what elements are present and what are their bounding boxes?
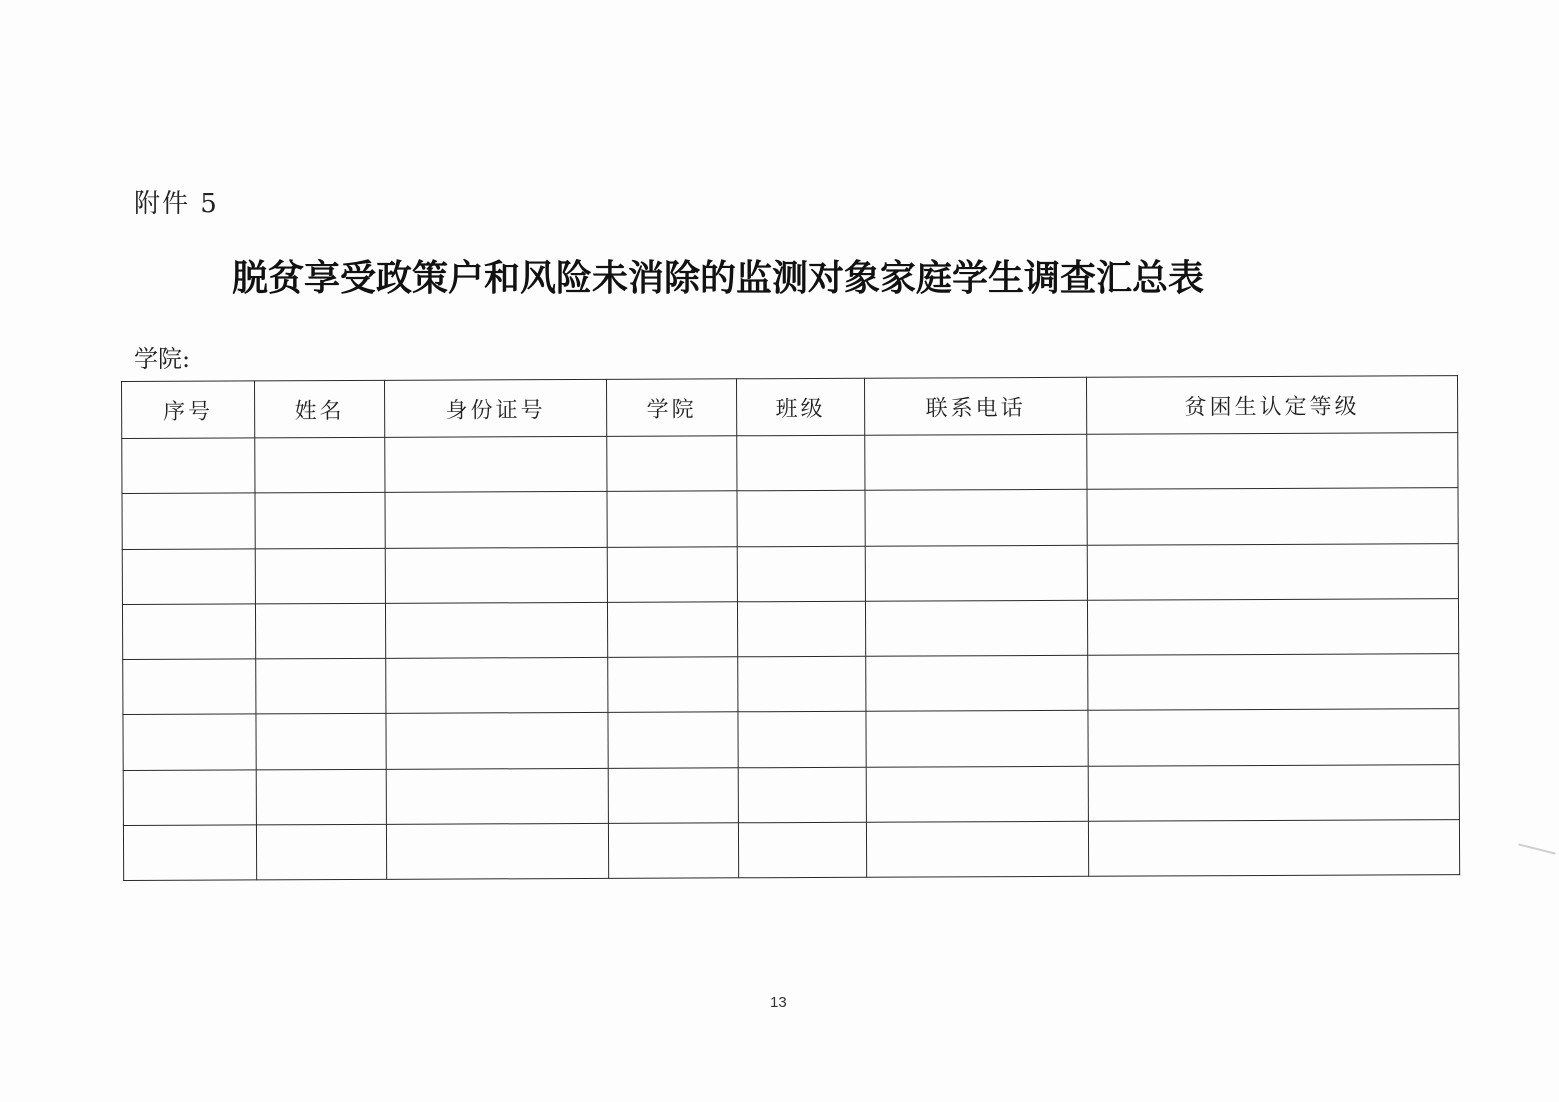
column-header-college: 学院: [606, 379, 736, 437]
table-cell[interactable]: [608, 823, 738, 879]
table-cell[interactable]: [866, 655, 1088, 711]
summary-table: [121, 375, 1460, 881]
table-row: [123, 764, 1459, 825]
table-row: [123, 819, 1459, 880]
table-cell[interactable]: [608, 767, 738, 823]
table-cell[interactable]: [607, 436, 737, 492]
attachment-label: 附件 5: [134, 189, 219, 219]
table-cell[interactable]: [737, 546, 865, 602]
table-row: [122, 543, 1458, 604]
table-cell[interactable]: [866, 766, 1088, 822]
college-field-label: 学院:: [134, 345, 191, 373]
table-cell[interactable]: [123, 714, 256, 770]
table-header-row: [122, 376, 1458, 439]
table-cell[interactable]: [385, 602, 607, 658]
table-cell[interactable]: [1087, 543, 1458, 600]
table-cell[interactable]: [607, 602, 737, 658]
column-header-index: 序号: [122, 381, 255, 439]
table-cell[interactable]: [1087, 433, 1458, 490]
table-cell[interactable]: [255, 548, 385, 604]
table-cell[interactable]: [256, 769, 386, 825]
table-cell[interactable]: [737, 435, 865, 491]
table-cell[interactable]: [1087, 598, 1458, 655]
table-cell[interactable]: [866, 711, 1088, 767]
table-cell[interactable]: [385, 547, 607, 603]
table-cell[interactable]: [608, 657, 738, 713]
table-cell[interactable]: [255, 437, 385, 493]
table-cell[interactable]: [1088, 709, 1459, 766]
column-header-id-number: 身份证号: [384, 379, 606, 437]
table-cell[interactable]: [1087, 488, 1458, 545]
table-cell[interactable]: [123, 659, 256, 715]
table-cell[interactable]: [123, 825, 256, 881]
table-row: [122, 598, 1458, 659]
column-header-phone: 联系电话: [864, 377, 1086, 435]
table-cell[interactable]: [1088, 654, 1459, 711]
table-cell[interactable]: [386, 657, 608, 713]
table-cell[interactable]: [386, 713, 608, 769]
table-cell[interactable]: [386, 823, 608, 879]
table-cell[interactable]: [737, 601, 865, 657]
scan-artifact: [1518, 843, 1555, 854]
table-row: [123, 654, 1459, 715]
table-cell[interactable]: [866, 821, 1088, 877]
table-cell[interactable]: [1088, 764, 1459, 821]
table-cell[interactable]: [865, 545, 1087, 601]
table-cell[interactable]: [738, 767, 866, 823]
table-cell[interactable]: [738, 656, 866, 712]
table-cell[interactable]: [737, 491, 865, 547]
table-cell[interactable]: [123, 769, 256, 825]
table-row: [123, 709, 1459, 770]
table-cell[interactable]: [255, 603, 385, 659]
table-cell[interactable]: [255, 493, 385, 549]
table-cell[interactable]: [607, 546, 737, 602]
document-title: 脱贫享受政策户和风险未消除的监测对象家庭学生调查汇总表: [232, 257, 1205, 299]
table-row: [122, 433, 1458, 494]
table-cell[interactable]: [738, 822, 866, 878]
page-number: 13: [770, 994, 787, 1011]
table-cell[interactable]: [865, 600, 1087, 656]
table-cell[interactable]: [385, 492, 607, 548]
table-cell[interactable]: [256, 714, 386, 770]
table-cell[interactable]: [122, 548, 255, 604]
table-cell[interactable]: [122, 604, 255, 660]
table-cell[interactable]: [256, 824, 386, 880]
column-header-poverty-level: 贫困生认定等级: [1086, 376, 1457, 435]
column-header-name: 姓名: [255, 380, 385, 438]
table-cell[interactable]: [385, 436, 607, 492]
column-header-class: 班级: [736, 378, 864, 436]
table-cell[interactable]: [608, 712, 738, 768]
table-cell[interactable]: [865, 434, 1087, 490]
table-body: [122, 433, 1460, 881]
table-cell[interactable]: [1088, 819, 1459, 876]
table-cell[interactable]: [607, 491, 737, 547]
table-cell[interactable]: [256, 658, 386, 714]
table-cell[interactable]: [122, 493, 255, 549]
college-field: [134, 339, 398, 374]
table-cell[interactable]: [122, 438, 255, 494]
table-cell[interactable]: [738, 712, 866, 768]
table-row: [122, 488, 1458, 549]
table-cell[interactable]: [865, 490, 1087, 546]
table-cell[interactable]: [386, 768, 608, 824]
